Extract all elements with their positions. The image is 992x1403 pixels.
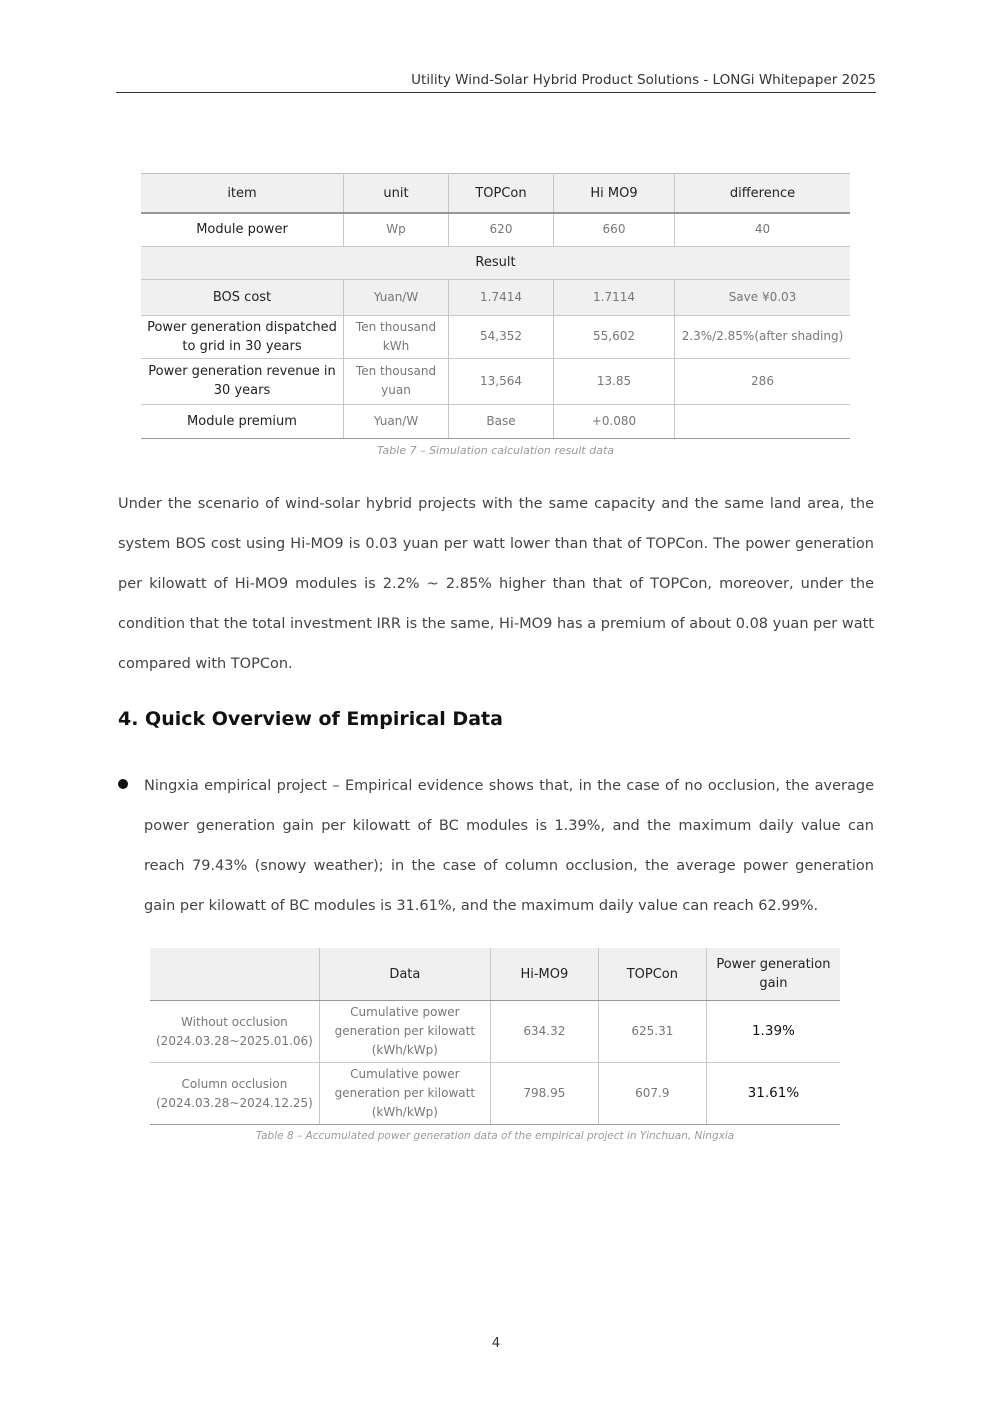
table-cell: Cumulative power generation per kilowatt (kWh/kWp) [319, 1063, 490, 1125]
row-label: BOS cost [141, 279, 344, 315]
table-row [141, 315, 850, 358]
table-cell: +0.080 [554, 404, 675, 438]
page-number: 4 [491, 1336, 501, 1351]
table-cell: Ten thousand yuan [344, 358, 449, 404]
table-cell: 13.85 [554, 358, 675, 404]
row-label: Module premium [141, 404, 344, 438]
table-cell: Yuan/W [344, 279, 449, 315]
table-cell: 1.7414 [449, 279, 554, 315]
table-cell: 40 [675, 213, 851, 246]
table-cell: Cumulative power generation per kilowatt (kWh/kWp) [319, 1001, 490, 1063]
column-header: Data [319, 948, 490, 1001]
table-cell: 620 [449, 213, 554, 246]
table-cell: Base [449, 404, 554, 438]
table-cell: Wp [344, 213, 449, 246]
table-cell: Ten thousand kWh [344, 315, 449, 358]
bullet-paragraph: Ningxia empirical project – Empirical evidence shows that, in the case of no occlusion, the average power generation gain per kilowatt of BC modules is 1.39%, and the maximum daily value can reach 79.43% (snowy weather); in the case of column occlusion, the average power generation gain per kilowatt of BC modules is 31.61%, and the maximum daily value can reach 62.99%. [144, 778, 874, 914]
column-header [150, 948, 319, 1001]
table-row [141, 213, 850, 246]
row-label: Power generation dispatched to grid in 30 years [141, 315, 344, 358]
row-label: Power generation revenue in 30 years [141, 358, 344, 404]
table-header-row [141, 174, 850, 214]
table-cell [675, 404, 851, 438]
table-cell: 2.3%/2.85%(after shading) [675, 315, 851, 358]
table-row [141, 279, 850, 315]
table-caption: Table 7 – Simulation calculation result data [376, 444, 615, 457]
table-row [150, 1001, 840, 1063]
column-header: item [141, 174, 344, 214]
column-header: Hi-MO9 [490, 948, 598, 1001]
section-heading: 4. Quick Overview of Empirical Data [118, 708, 503, 730]
empirical-data-table [150, 948, 840, 1125]
column-header: TOPCon [449, 174, 554, 214]
table-row [141, 358, 850, 404]
running-header [116, 70, 876, 93]
table-cell: 54,352 [449, 315, 554, 358]
table-cell: 607.9 [598, 1063, 706, 1125]
table-cell: 798.95 [490, 1063, 598, 1125]
table-cell: 13,564 [449, 358, 554, 404]
table-cell: 625.31 [598, 1001, 706, 1063]
bullet-icon [118, 779, 128, 789]
table-header-row [150, 948, 840, 1001]
body-paragraph: Under the scenario of wind-solar hybrid projects with the same capacity and the same land area, the system BOS cost using Hi-MO9 is 0.03 yuan per watt lower than that of TOPCon. The power generation per kilowatt of Hi-MO9 modules is 2.2% ~ 2.85% higher than that of TOPCon, moreover, under the condition that the total investment IRR is the same, Hi-MO9 has a premium of about 0.08 yuan per watt compared with TOPCon. [118, 496, 874, 672]
simulation-result-table [141, 173, 850, 439]
column-header: unit [344, 174, 449, 214]
table-row [141, 246, 850, 279]
table-cell: 286 [675, 358, 851, 404]
column-header: Hi MO9 [554, 174, 675, 214]
header-title: Utility Wind-Solar Hybrid Product Solutions - LONGi Whitepaper 2025 [411, 72, 876, 88]
table-row [141, 404, 850, 438]
table-row [150, 1063, 840, 1125]
table-cell: 55,602 [554, 315, 675, 358]
table-cell: 660 [554, 213, 675, 246]
column-header: difference [675, 174, 851, 214]
column-header: Power generation gain [706, 948, 840, 1001]
table-caption: Table 8 – Accumulated power generation data of the empirical project in Yinchuan, Ningxia [255, 1130, 735, 1142]
table-cell: Save ¥0.03 [675, 279, 851, 315]
gain-cell: 31.61% [706, 1063, 840, 1125]
column-header: TOPCon [598, 948, 706, 1001]
row-label: Without occlusion (2024.03.28~2025.01.06) [150, 1001, 319, 1063]
gain-cell: 1.39% [706, 1001, 840, 1063]
row-label: Module power [141, 213, 344, 246]
table-cell: 1.7114 [554, 279, 675, 315]
table-cell: Yuan/W [344, 404, 449, 438]
result-section-label: Result [141, 246, 850, 279]
table-cell: 634.32 [490, 1001, 598, 1063]
row-label: Column occlusion (2024.03.28~2024.12.25) [150, 1063, 319, 1125]
